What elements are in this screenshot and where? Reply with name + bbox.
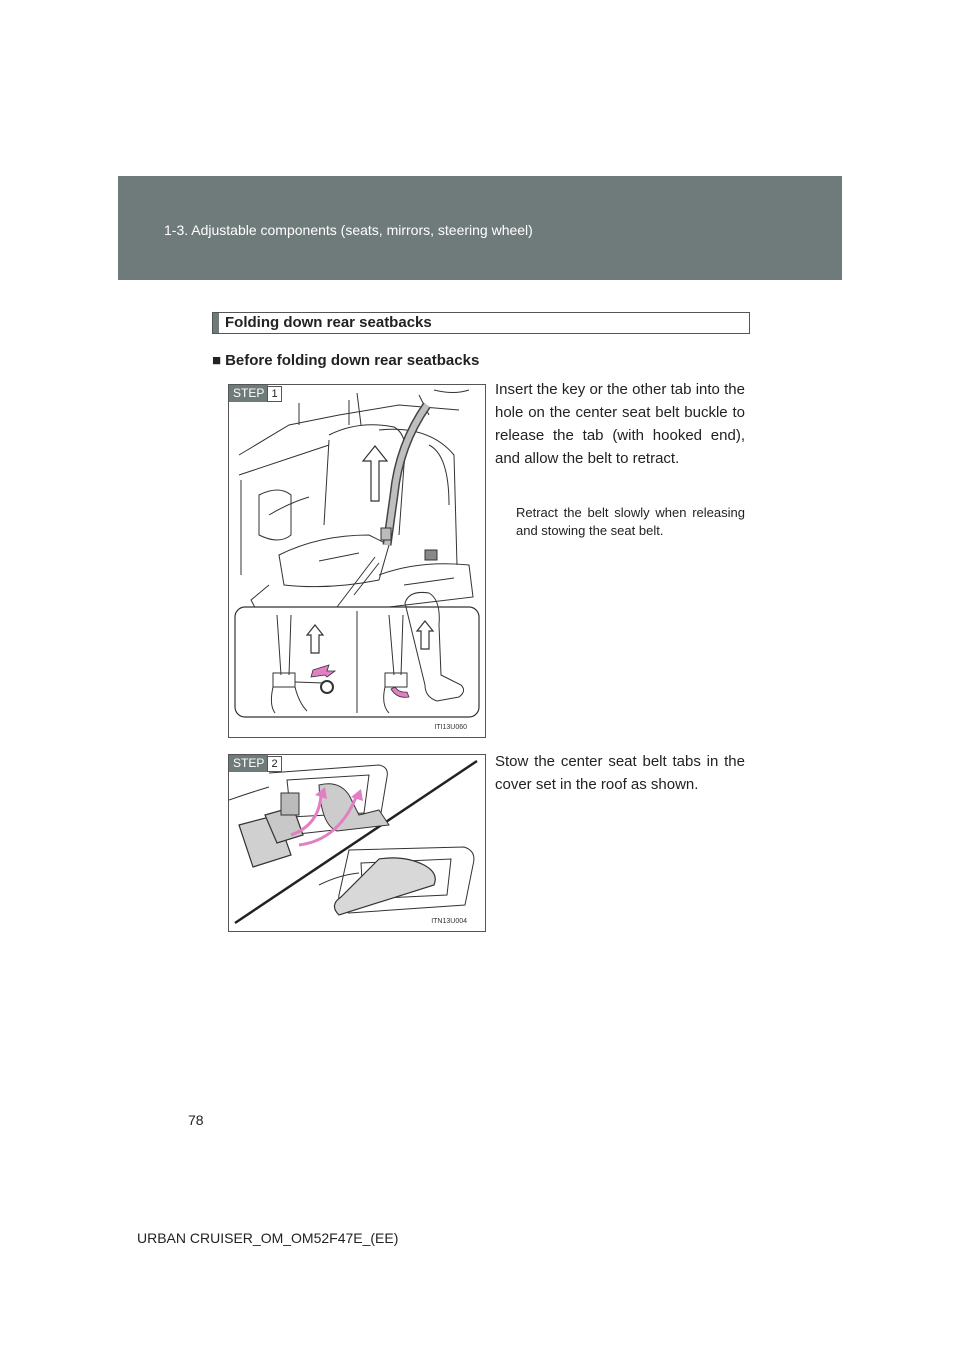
section-title: Folding down rear seatbacks [225,314,432,331]
section-accent [213,313,219,333]
step-2-tag [229,755,268,772]
step-2-illustration [228,754,486,932]
step-1-note: Retract the belt slowly when releasing and stowing the seat belt. [516,505,745,538]
subsection-title: Before folding down rear seatbacks [225,352,480,369]
figure-code: ITN13U004 [431,918,467,925]
rear-seat-belt-illustration [229,385,485,737]
step-2-text: Stow the center seat belt tabs in the cover set in the roof as shown. [495,753,745,793]
square-bullet-icon: ■ [212,352,222,369]
step-2-number: 2 [267,756,282,772]
section-title-bar [212,312,750,334]
step-1-text: Insert the key or the other tab into the hole on the center seat belt buckle to release the tab (with hooked end), and allow the belt to retract. [495,381,745,467]
step-1-tag [229,385,268,402]
footer-code: URBAN CRUISER_OM_OM52F47E_(EE) [137,1230,399,1246]
roof-cover-illustration [229,755,485,931]
step-label: STEP [233,386,265,400]
subsection-heading [212,352,479,369]
figure-code: ITI13U060 [434,724,467,731]
step-1-number: 1 [267,386,282,402]
step-label: STEP [233,756,265,770]
page-number: 78 [188,1112,204,1128]
step-1-illustration [228,384,486,738]
running-header: 1-3. Adjustable components (seats, mirrors, steering wheel) [164,222,533,238]
